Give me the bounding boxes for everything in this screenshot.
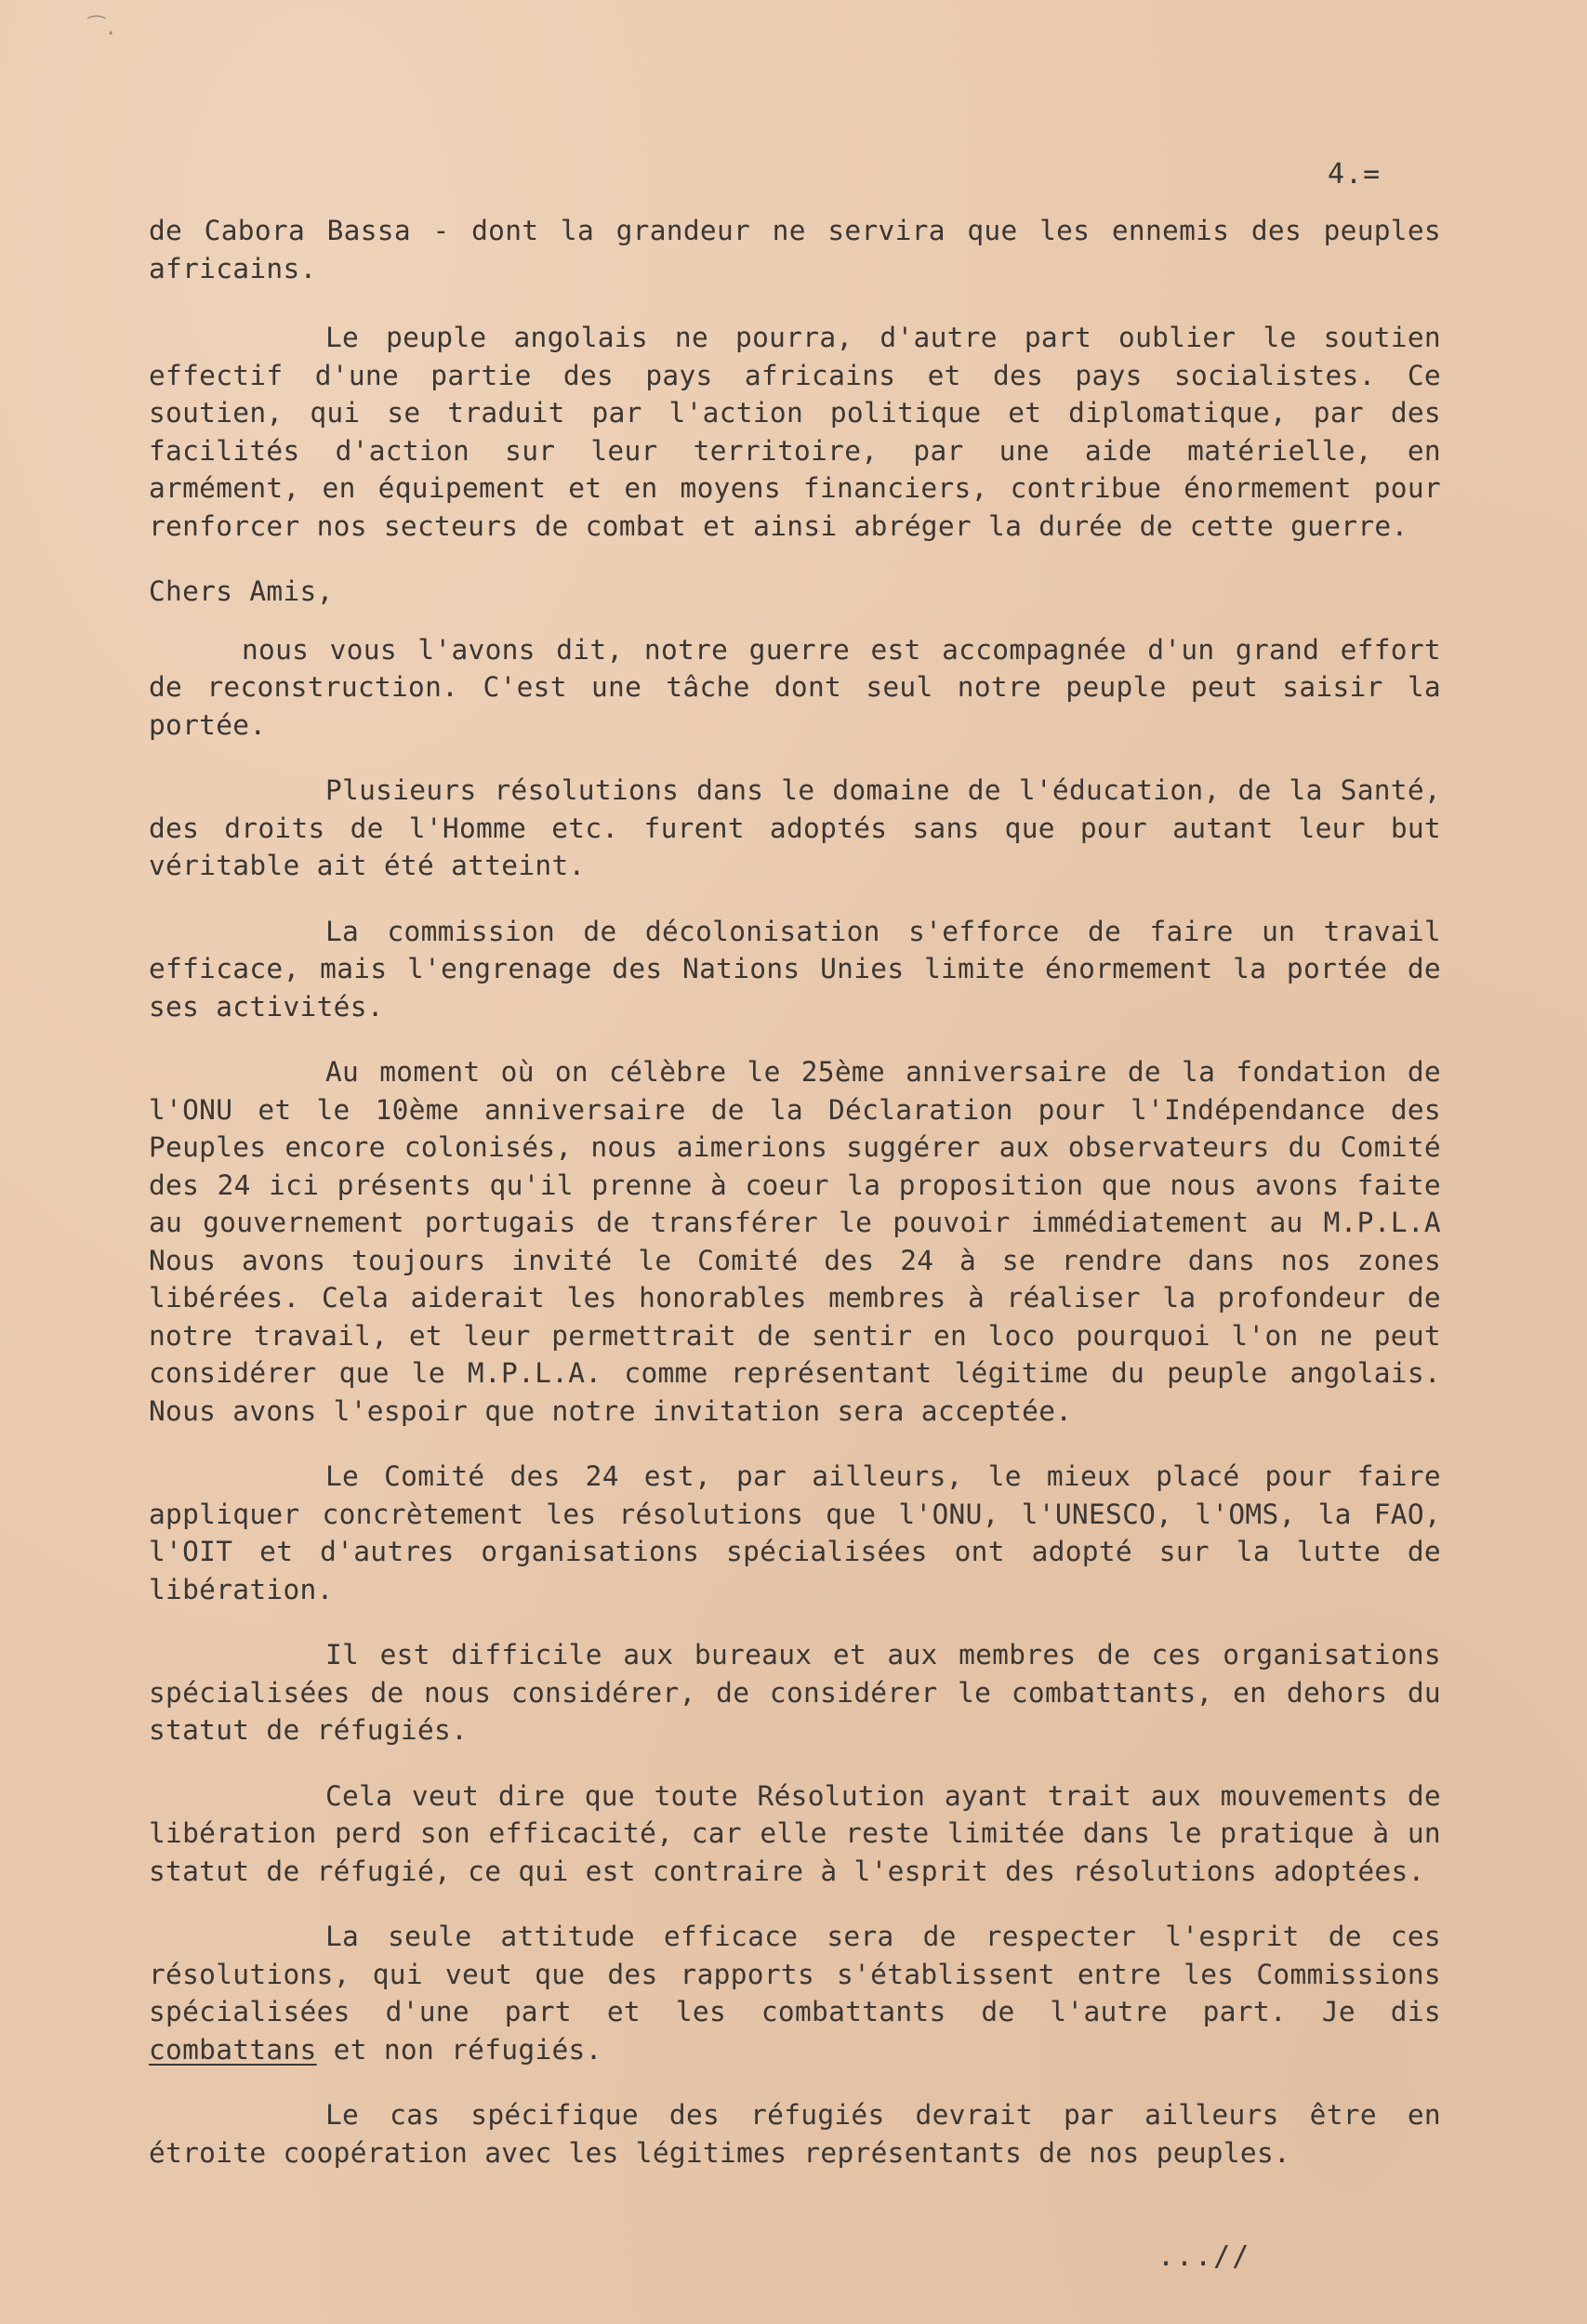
salutation: Chers Amis, xyxy=(149,575,334,607)
paragraph-specialised-organisations: Il est difficile aux bureaux et aux membres de ces organisations spécialisées de nous considérer, de considérer le combattants, en dehors du statut de réfugiés. xyxy=(149,1639,1459,1746)
paragraph-anniversary: Au moment où on célèbre le 25ème anniversaire de la fondation de l'ONU et le 10ème anniversaire de la Déclaration pour l'Indépendance des Peuples encore colonisés, nous aimerions suggérer aux observateurs du Comité des 24 ici présents qu'il prenne à coeur la proposition que nous avons faite au gouvernement portugais de transférer le pouvoir immédiatement au M.P.L.A Nous avons toujours invité le Comité des 24 à se rendre dans nos zones libérées. Cela aiderait les honorables membres à réaliser la profondeur de notre travail, et leur permettrait de sentir en loco pourquoi l'on ne peut considérer que le M.P.L.A. comme représentant légitime du peuple angolais. Nous avons l'espoir que notre invitation sera acceptée. xyxy=(149,1056,1459,1427)
paragraph-effective-attitude xyxy=(149,1918,1459,2068)
underlined-word: combattans xyxy=(149,2033,317,2066)
paragraph-cabora-bassa: de Cabora Bassa - dont la grandeur ne servira que les ennemis des peuples africains. xyxy=(149,215,1459,284)
paragraph-resolutions: Plusieurs résolutions dans le domaine de l'éducation, de la Santé, des droits de l'Homme etc. furent adoptés sans que pour autant leur but véritable ait été atteint. xyxy=(149,774,1459,881)
paragraph-effective-attitude-text: La seule attitude efficace sera de respecter l'esprit de ces résolutions, qui veut que des rapports s'établissent entre les Commissions spécialisées d'une part et les combattants de l'autre part. Je dis xyxy=(149,1921,1459,2027)
continuation-mark: ...// xyxy=(1157,2240,1251,2273)
paragraph-refugee-status: Cela veut dire que toute Résolution ayant trait aux mouvements de libération perd son efficacité, car elle reste limitée dans le pratique à un statut de réfugié, ce qui est contraire à l'esprit des résolutions adoptées. xyxy=(149,1779,1459,1887)
page-number: 4.= xyxy=(1328,158,1382,191)
paragraph-support: Le peuple angolais ne pourra, d'autre part oublier le soutien effectif d'une partie des pays africains et des pays socialistes. Ce soutien, qui se traduit par l'action politique et diplomatique, par des facilités d'action sur leur territoire, par une aide matérielle, en armément, en équipement et en moyens financiers, contribue énormement pour renforcer nos secteurs de combat et ainsi abréger la durée de cette guerre. xyxy=(149,322,1459,542)
corner-mark-icon: ⁀. xyxy=(88,17,117,40)
paragraph-decolonisation-commission: La commission de décolonisation s'efforce de faire un travail efficace, mais l'engrenage des Nations Unies limite énormement la portée de ses activités. xyxy=(149,915,1459,1023)
paragraph-refugees-cooperation: Le cas spécifique des réfugiés devrait par ailleurs être en étroite coopération avec les légitimes représentants de nos peuples. xyxy=(149,2099,1459,2169)
paragraph-committee-24: Le Comité des 24 est, par ailleurs, le mieux placé pour faire appliquer concrètement les résolutions que l'ONU, l'UNESCO, l'OMS, la FAO, l'OIT et d'autres organisations spécialisées ont adopté sur la lutte de libération. xyxy=(149,1460,1459,1605)
paragraph-reconstruction: nous vous l'avons dit, notre guerre est accompagnée d'un grand effort de reconstruction. C'est une tâche dont seul notre peuple peut saisir la portée. xyxy=(149,633,1459,741)
paragraph-effective-attitude-end: et non réfugiés. xyxy=(316,2033,602,2066)
letter-body xyxy=(149,212,1459,2199)
